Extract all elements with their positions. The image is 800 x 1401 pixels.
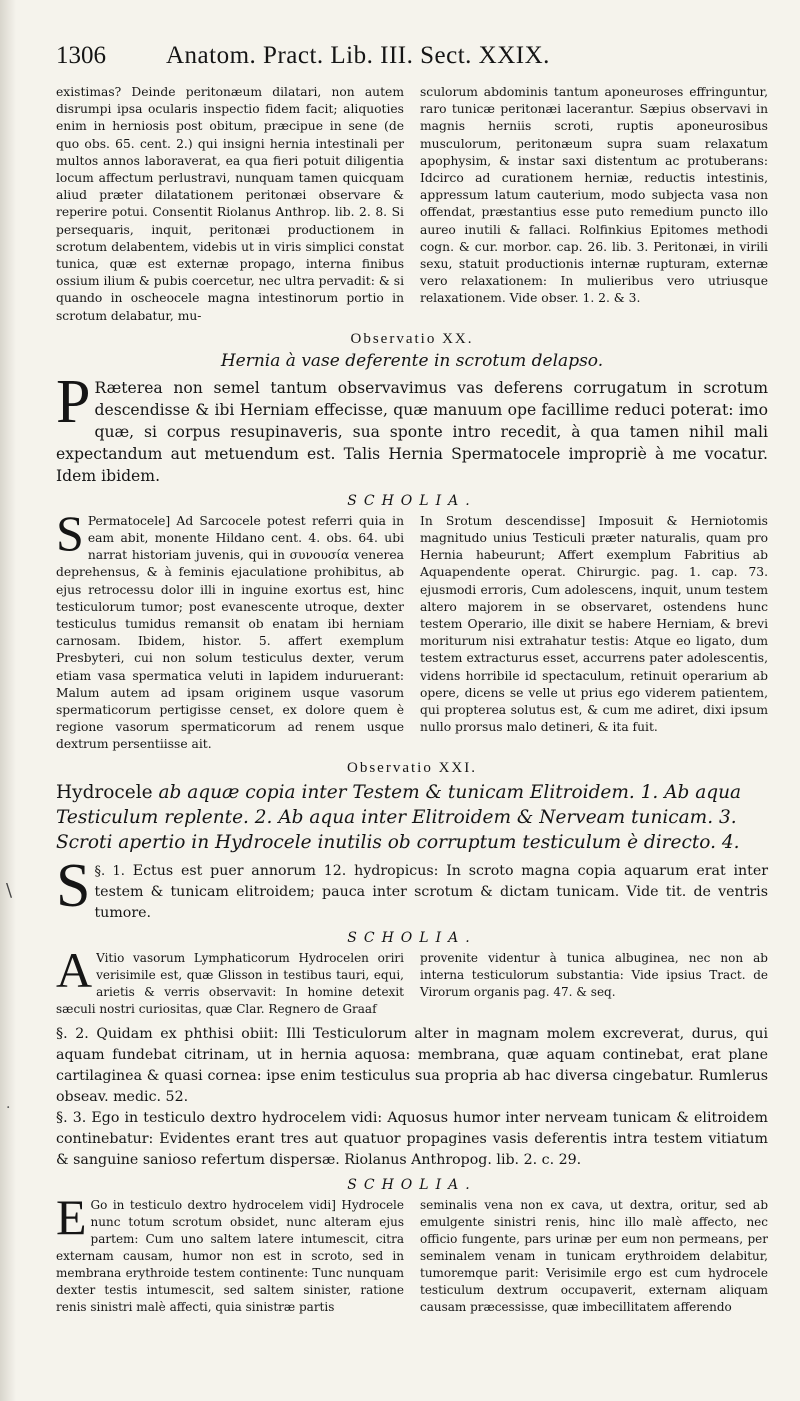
section-2: §. 2. Quidam ex phthisi obiit: Illi Testiculorum alter in magnam molem excreverat, durus, qui aquam fundebat citrinam, ut in hernia aquosa: membrana, quæ aquam continebat, erat plane cartilaginea & quasi cornea: ipse enim testiculus sua propria ab hac diversa cingebatur. Rumlerus obseav. medic. 52. <box>56 1025 768 1105</box>
top-left-column <box>56 84 404 325</box>
drop-cap: P <box>56 367 91 436</box>
obs20-scholia-columns <box>56 504 768 754</box>
top-columns <box>56 84 768 325</box>
observation-20-title: Observatio XX. <box>350 330 474 347</box>
page-content <box>56 42 768 1316</box>
obs21-scholia2-right <box>420 1197 768 1316</box>
drop-cap: S <box>56 851 91 920</box>
section-1 <box>56 851 769 924</box>
scholia-heading: SCHOLIA. <box>347 1176 477 1193</box>
section-mark: §. 1. <box>94 863 125 879</box>
drop-cap: A <box>56 941 93 998</box>
page-number: 1306 <box>56 42 106 69</box>
obs21-scholia1-right-text: provenite videntur à tunica albuginea, nec non ab interna testiculorum substantia: Vide ipsius Tract. de Virorum organis pag. 47. & seq. <box>420 950 768 999</box>
section-3: §. 3. Ego in testiculo dextro hydrocelem vidi: Aquosus humor inter nerveam tunicam & elitroidem continebatur: Evidentes erant tres aut quatuor propagines vasis deferentis intra testem vitiatum & sanguine sanioso refertum dispersæ. Riolanus Anthropog. lib. 2. c. 29. <box>56 1109 768 1168</box>
obs20-scholia-left-text: Permatocele] Ad Sarcocele potest referri quia in eam abit, monente Hildano cent. 4. obs. 64. ubi narrat historiam juvenis, qui in συνουσία venerea deprehensus, & à feminis ejaculatione prohibitus, ab ejus retrocessu dolor illi in inguine exortus est, hinc testiculorum tumor; post evanescente utroque, dexter testiculus tumidus remansit ob enatam ibi herniam carnosam. Ibidem, histor. 5. affert exemplum Presbyteri, cui non solum testiculus dexter, verum etiam vasa spermatica veluti in lapidem induruerant: Malum autem ad ipsam originem usque vasorum spermaticorum pertigisse censet, ex dolore quem è regione vasorum spermaticorum ad renem usque dextrum persentiisse ait. <box>56 513 404 752</box>
observation-20-text <box>56 367 768 487</box>
obs20-scholia-right-text: In Srotum descendisse] Imposuit & Herniotomis magnitudo unius Testiculi præter naturalis, quam pro Hernia habeurunt; Affert exemplum Fabritius ab Aquapendente operat. Chirurgic. pag. 1. cap. 73. ejusmodi erroris, Cum adolescens, inquit, unum testem altero majorem in se observaret, ostendens hunc testem Operario, ille dixit se habere Herniam, & brevi moriturum nisi extrahatur testis: Atque eo ligato, dum testem extracturus esset, accurrens pater adolescentis, videns horribile id spectaculum, retinuit operarium ab opere, dicens se velle ut prius ego viderem patientem, qui propterea solutus est, & cum me adiret, dixi ipsum nullo prorsus malo detineri, & ita fuit. <box>420 513 768 735</box>
running-head: Anatom. Pract. Lib. III. Sect. XXIX. <box>166 42 550 69</box>
page-gutter-shadow <box>0 0 16 1401</box>
obs21-scholia1-left <box>56 941 404 1018</box>
top-right-text: sculorum abdominis tantum aponeuroses effringuntur, raro tunicæ peritonæi lacerantur. Sæpius observavi in magnis herniis scroti, ruptis aponeurosibus musculorum, peritonæum supra suam relaxatum apophysim, & instar saxi distentum ac protuberans: Idcirco ad curationem herniæ, reductis intestinis, appressum latum cauterium, modo subjecta vasa non offendat, præstantius esse puto remedium puncto illo aureo inutili & fallaci. Rolfinkius Epitomes methodi cogn. & cur. morbor. cap. 26. lib. 3. Peritonæi, in virili sexu, statuit productionis internæ rupturam, externæ vero relaxationem: In mulieribus vero utriusque relaxationem. Vide obser. 1. 2. & 3. <box>420 85 768 306</box>
margin-mark-small: · <box>6 1100 11 1116</box>
top-right-column <box>420 84 768 325</box>
observation-21-title: Observatio XXI. <box>347 759 477 776</box>
obs21-scholia2-right-text: seminalis vena non ex cava, ut dextra, oritur, sed ab emulgente sinistri renis, hinc illo malè affecto, nec officio fungente, pars urinæ per eum non permeans, per seminalem venam in tunicam erythroidem delabitur, tumoremque parit: Verisimile ergo est cum hydrocele testiculum dextrum occupaverit, externam aliquam causam præcessisse, quæ imbecillitatem afferendo <box>420 1197 768 1314</box>
obs21-scholia1-columns <box>56 941 768 1018</box>
heading-rest: ab aquæ copia inter Testem & tunicam Elitroidem. 1. Ab aqua Testiculum replente. 2. Ab aqua inter Elitroidem & Nerveam tunicam. 3. Scroti apertio in Hydrocele inutilis ob corruptum testiculum è directo. 4. <box>56 781 742 853</box>
observation-20-body: Ræterea non semel tantum observavimus vas deferens corrugatum in scrotum descendisse & ibi Herniam effecisse, quæ manuum ope facillime reduci poterat: imo quæ, si corpus resupinaveris, sua sponte intro recedit, à qua tamen nihil mali expectandum aut metuendum est. Talis Hernia Spermatocele impropriè à me vocatur. Idem ibidem. <box>56 378 768 485</box>
section-1-text: Ectus est puer annorum 12. hydropicus: In scroto magna copia aquarum erat inter testem & tunicam elitroidem; pauca inter scrotum & dictam tunicam. Vide tit. de ventris tumore. <box>94 862 769 921</box>
obs21-scholia2-columns <box>56 1188 768 1316</box>
drop-cap: S <box>56 504 84 561</box>
top-left-text: existimas? Deinde peritonæum dilatari, non autem disrumpi ipsa ocularis inspectio fidem facit; aliquoties enim in herniosis post obitum, præcipue in sene (de quo obs. 65. cent. 2.) qui insigni hernia intestinali per multos annos laboraverat, ea qua fieri potuit diligentia locum affectum perlustravi, nunquam tamen quicquam aliud præter dilatationem peritonæi observare & reperire potui. Consentit Riolanus Anthrop. lib. 2. 8. Si persequaris, inquit, peritonæi productionem in scrotum delabentem, videbis ut in viris simplici constat tunica, quæ est externæ propago, interna finibus ossium ilium & pubis coercetur, nec ultra pervadit: & si quando in oscheocele magna intestinorum portio in scrotum delabatur, mu- <box>56 85 404 323</box>
scholia-heading: SCHOLIA. <box>347 492 477 509</box>
margin-mark: \ <box>6 880 13 901</box>
obs21-scholia2-left <box>56 1188 404 1316</box>
heading-lead: Hydrocele <box>56 781 153 803</box>
scholia-heading: SCHOLIA. <box>347 929 477 946</box>
obs21-scholia1-right <box>420 950 768 1018</box>
obs21-scholia1-left-text: Vitio vasorum Lymphaticorum Hydrocelen oriri verisimile est, quæ Glisson in testibus tauri, equi, arietis & verris observavit: In homine detexit sæculi nostri curiositas, quæ Clar. Regnero de Graaf <box>56 950 404 1016</box>
obs21-scholia2-left-text: Go in testiculo dextro hydrocelem vidi] Hydrocele nunc totum scrotum obsidet, nunc alteram ejus partem: Cum uno saltem latere intumescit, citra externam causam, humor non est in scroto, sed in membrana erythroide testem continente: Tunc nunquam dexter testis intumescit, sed saltem sinister, ratione renis sinistri malè affecti, quia sinistræ partis <box>56 1197 404 1314</box>
drop-cap: E <box>56 1188 87 1245</box>
obs20-scholia-right <box>420 513 768 754</box>
observation-20-subtitle: Hernia à vase deferente in scrotum delapso. <box>220 350 604 371</box>
page-header <box>56 42 768 84</box>
obs20-scholia-left <box>56 504 404 754</box>
observation-21-heading <box>56 780 768 855</box>
